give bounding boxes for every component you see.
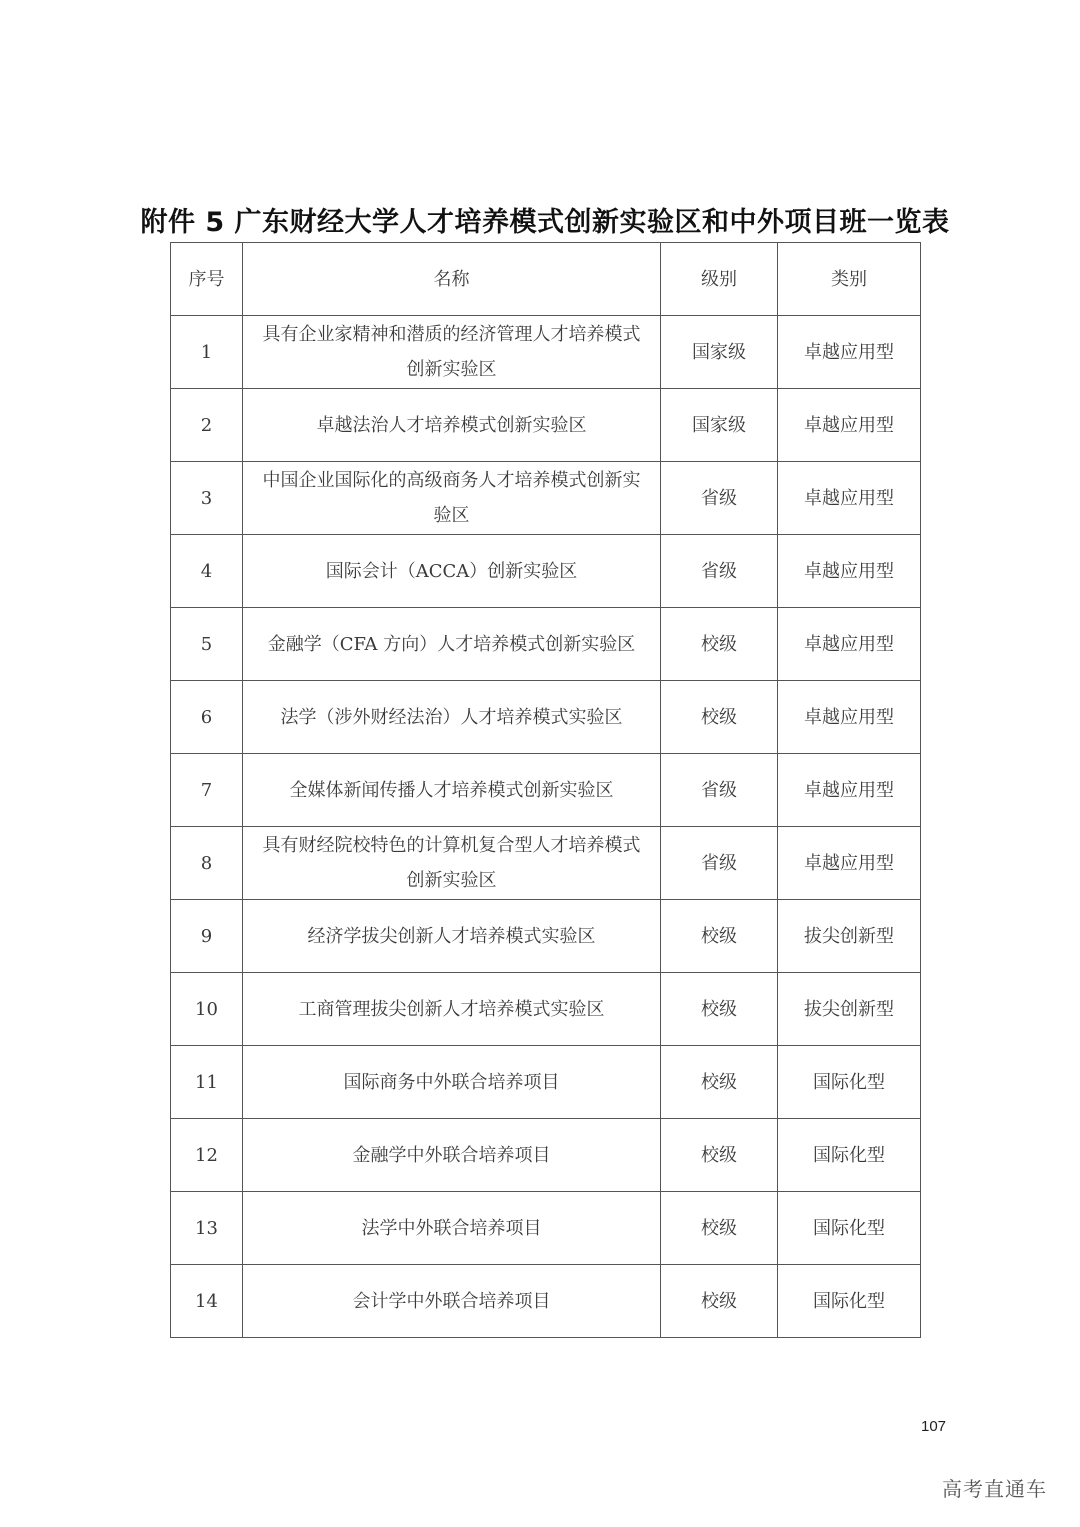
table-row <box>171 316 921 389</box>
cell-level: 省级 <box>661 754 778 827</box>
cell-type: 卓越应用型 <box>778 754 921 827</box>
cell-type: 卓越应用型 <box>778 535 921 608</box>
cell-name: 具有财经院校特色的计算机复合型人才培养模式创新实验区 <box>243 827 661 900</box>
cell-no: 6 <box>171 681 243 754</box>
cell-no: 1 <box>171 316 243 389</box>
cell-no: 12 <box>171 1119 243 1192</box>
cell-name: 法学中外联合培养项目 <box>243 1192 661 1265</box>
cell-type: 国际化型 <box>778 1192 921 1265</box>
cell-level: 国家级 <box>661 316 778 389</box>
cell-name: 国际会计（ACCA）创新实验区 <box>243 535 661 608</box>
cell-no: 4 <box>171 535 243 608</box>
cell-level: 国家级 <box>661 389 778 462</box>
cell-name: 会计学中外联合培养项目 <box>243 1265 661 1338</box>
cell-level: 校级 <box>661 1192 778 1265</box>
table-row <box>171 389 921 462</box>
cell-type: 国际化型 <box>778 1119 921 1192</box>
watermark: 高考直通车 <box>942 1477 1047 1501</box>
cell-name: 金融学（CFA 方向）人才培养模式创新实验区 <box>243 608 661 681</box>
cell-type: 卓越应用型 <box>778 462 921 535</box>
cell-no: 11 <box>171 1046 243 1119</box>
cell-no: 13 <box>171 1192 243 1265</box>
table-body <box>171 316 921 1338</box>
cell-type: 国际化型 <box>778 1046 921 1119</box>
cell-level: 校级 <box>661 608 778 681</box>
cell-level: 校级 <box>661 1046 778 1119</box>
header-name: 名称 <box>243 243 661 316</box>
cell-type: 拔尖创新型 <box>778 900 921 973</box>
cell-name: 法学（涉外财经法治）人才培养模式实验区 <box>243 681 661 754</box>
cell-type: 卓越应用型 <box>778 827 921 900</box>
cell-level: 省级 <box>661 827 778 900</box>
cell-level: 校级 <box>661 900 778 973</box>
table-row <box>171 1119 921 1192</box>
table-row <box>171 1265 921 1338</box>
table-row <box>171 535 921 608</box>
cell-name: 卓越法治人才培养模式创新实验区 <box>243 389 661 462</box>
cell-type: 国际化型 <box>778 1265 921 1338</box>
cell-name: 中国企业国际化的高级商务人才培养模式创新实验区 <box>243 462 661 535</box>
cell-no: 14 <box>171 1265 243 1338</box>
cell-name: 经济学拔尖创新人才培养模式实验区 <box>243 900 661 973</box>
header-type: 类别 <box>778 243 921 316</box>
table-row <box>171 900 921 973</box>
table-row <box>171 608 921 681</box>
cell-level: 校级 <box>661 1265 778 1338</box>
table-header-row <box>171 243 921 316</box>
programs-table <box>170 242 921 1338</box>
cell-no: 9 <box>171 900 243 973</box>
table-row <box>171 1046 921 1119</box>
cell-no: 2 <box>171 389 243 462</box>
cell-name: 工商管理拔尖创新人才培养模式实验区 <box>243 973 661 1046</box>
table-row <box>171 462 921 535</box>
cell-name: 全媒体新闻传播人才培养模式创新实验区 <box>243 754 661 827</box>
cell-type: 卓越应用型 <box>778 608 921 681</box>
cell-level: 校级 <box>661 973 778 1046</box>
cell-name: 具有企业家精神和潜质的经济管理人才培养模式创新实验区 <box>243 316 661 389</box>
cell-level: 省级 <box>661 535 778 608</box>
table-row <box>171 973 921 1046</box>
cell-type: 拔尖创新型 <box>778 973 921 1046</box>
header-no: 序号 <box>171 243 243 316</box>
cell-type: 卓越应用型 <box>778 389 921 462</box>
table-row <box>171 1192 921 1265</box>
cell-no: 8 <box>171 827 243 900</box>
cell-no: 5 <box>171 608 243 681</box>
cell-level: 校级 <box>661 681 778 754</box>
cell-level: 校级 <box>661 1119 778 1192</box>
cell-level: 省级 <box>661 462 778 535</box>
table-row <box>171 827 921 900</box>
page-number: 107 <box>921 1418 947 1435</box>
cell-no: 3 <box>171 462 243 535</box>
cell-name: 国际商务中外联合培养项目 <box>243 1046 661 1119</box>
cell-type: 卓越应用型 <box>778 316 921 389</box>
cell-name: 金融学中外联合培养项目 <box>243 1119 661 1192</box>
cell-type: 卓越应用型 <box>778 681 921 754</box>
cell-no: 10 <box>171 973 243 1046</box>
table-row <box>171 754 921 827</box>
cell-no: 7 <box>171 754 243 827</box>
table-row <box>171 681 921 754</box>
header-level: 级别 <box>661 243 778 316</box>
page-title: 附件 5 广东财经大学人才培养模式创新实验区和中外项目班一览表 <box>140 207 950 238</box>
